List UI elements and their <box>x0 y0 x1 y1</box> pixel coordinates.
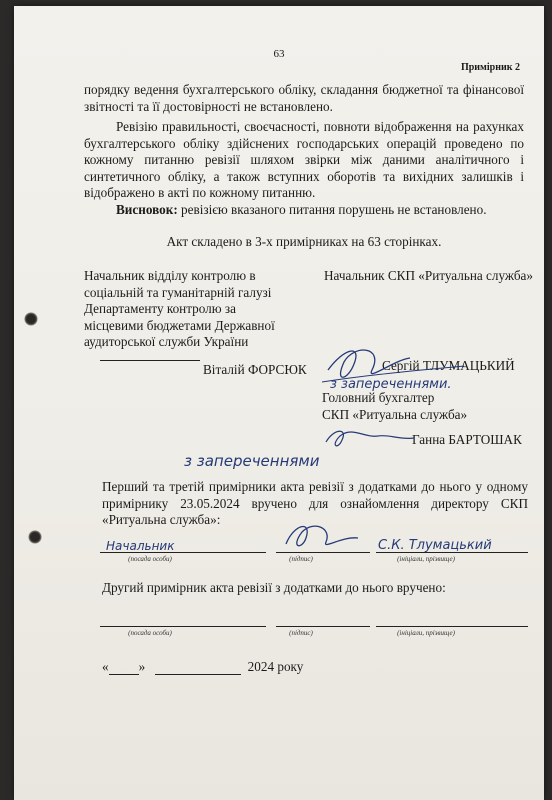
caption-name: (ініціали, прізвище) <box>397 555 455 563</box>
receipt-position-line <box>100 552 266 553</box>
auditor-title-line: аудиторської служби України <box>84 334 249 349</box>
date-year: 2024 року <box>247 659 304 674</box>
accountant-objection-handwriting <box>180 444 390 478</box>
second-position-line <box>100 626 266 627</box>
appendix-label: Примірник 2 <box>460 62 520 73</box>
date-day-blank <box>109 674 139 675</box>
second-copy-receipt-text: Другий примірник акта ревізії з додатками до нього вручено: <box>102 580 446 595</box>
receipt-name-written: С.К. Тлумацький <box>378 538 492 553</box>
accountant-org: СКП «Ритуальна служба» <box>322 406 468 422</box>
date-quote-open: « <box>102 659 109 674</box>
caption-position: (посада особи) <box>128 555 172 563</box>
auditor-title-line: соціальній та гуманітарній галузі <box>84 284 272 300</box>
paragraph-audit-method: Ревізію правильності, своєчасності, повноти відображення на рахунках бухгалтерського обліку здійснених господарських операцій проведено по кожному питанню ревізії шляхом звірки між даними аналітичного і синтетичного обліку, а також вступних оборотів та вихідних залишків і відображено в акті по кожному питанню. <box>84 119 524 200</box>
caption-signature-2: (підпис) <box>289 629 313 637</box>
caption-position-2: (посада особи) <box>128 629 172 637</box>
receipt-position-written: Начальник <box>106 539 175 553</box>
accountant-title: Головний бухгалтер <box>322 390 435 405</box>
conclusion-text: ревізією вказаного питання порушень не встановлено. <box>181 202 487 217</box>
first-copy-receipt-text: Перший та третій примірники акта ревізії з додатками до нього у одному примірнику 23.05.2024 вручено для ознайомлення директору СКП «Ритуальна служба»: <box>102 479 528 527</box>
date-line <box>102 659 303 675</box>
caption-name-2: (ініціали, прізвище) <box>397 629 455 637</box>
document-page <box>14 6 544 800</box>
receipt-name-line <box>376 552 528 553</box>
auditor-name: Віталій ФОРСЮК <box>203 362 307 377</box>
auditor-title-line: місцевими бюджетами Державної <box>84 317 275 333</box>
date-month-blank <box>155 674 241 675</box>
page-number: 63 <box>273 48 285 60</box>
act-copies-note: Акт складено в 3-х примірниках на 63 сторінках. <box>166 234 442 249</box>
auditor-title-line: Департаменту контролю за <box>84 301 236 316</box>
conclusion-label: Висновок: <box>116 202 178 217</box>
receipt-signature-line <box>276 552 370 553</box>
director-title: Начальник СКП «Ритуальна служба» <box>324 268 533 283</box>
second-signature-line <box>276 626 370 627</box>
second-name-line <box>376 626 528 627</box>
director-objection-note: з запереченнями. <box>330 377 452 392</box>
caption-signature: (підпис) <box>289 555 313 563</box>
auditor-signature-line <box>100 360 200 361</box>
punch-hole-bottom <box>28 530 42 544</box>
paragraph-continuation: порядку ведення бухгалтерського обліку, складання бюджетної та фінансової звітності та її достовірності не встановлено. <box>84 82 524 114</box>
date-quote-close: » <box>138 659 146 674</box>
director-name: Сергій ТЛУМАЦЬКИЙ <box>382 358 515 373</box>
paragraph-conclusion <box>84 202 524 219</box>
punch-hole-top <box>24 312 38 326</box>
accountant-objection-note: з запереченнями <box>184 452 320 470</box>
accountant-name: Ганна БАРТОШАК <box>412 432 522 447</box>
auditor-title-line: Начальник відділу контролю в <box>84 268 256 283</box>
director-signature-handwriting <box>314 340 524 400</box>
auditor-title-block <box>84 268 312 351</box>
